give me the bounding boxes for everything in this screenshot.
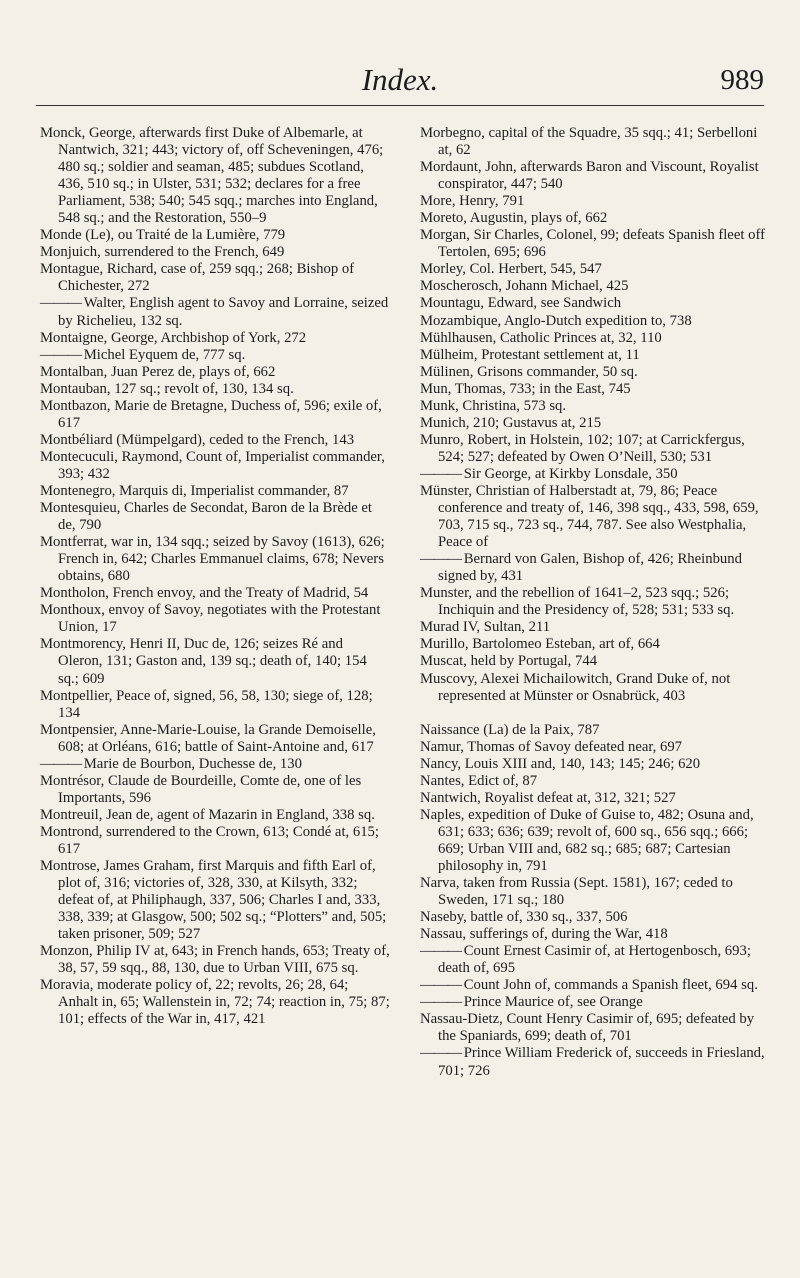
index-entry: Nantwich, Royalist defeat at, 312, 321; 527: [420, 789, 676, 806]
index-entry: Moreto, Augustin, plays of, 662: [420, 210, 608, 227]
index-subentry: ——— Michel Eyquem de, 777 sq.: [40, 347, 390, 364]
index-subentry: ——— Prince Maurice of, see Orange: [420, 994, 770, 1011]
index-entry: Montrose, James Graham, first Marquis and fifth Earl of, plot of, 316; victories of, 328, 330, at Kilsyth, 332; defeat of, at Philiphaugh, 337, 506; Charles I and, 333, 338, 339; at Glasgow, 500; 502 sq.; “Plotters” and, 505; taken prisoner, 509; 527: [40, 858, 387, 943]
index-entry: Munro, Robert, in Holstein, 102; 107; at Carrickfergus, 524; 527; defeated by Owen O’Neill, 530; 531: [420, 431, 745, 465]
index-entry: Murillo, Bartolomeo Esteban, art of, 664: [420, 636, 660, 653]
index-subentry: ——— Sir George, at Kirkby Lonsdale, 350: [420, 466, 770, 483]
index-entry: Munich, 210; Gustavus at, 215: [420, 414, 602, 431]
index-entry: Montaigne, George, Archbishop of York, 272: [40, 329, 307, 346]
index-entry: Morley, Col. Herbert, 545, 547: [420, 261, 602, 278]
index-entry: Montbazon, Marie de Bretagne, Duchess of, 596; exile of, 617: [40, 397, 382, 431]
index-entry: Montesquieu, Charles de Secondat, Baron de la Brède et de, 790: [40, 500, 373, 534]
page-number: 989: [720, 64, 764, 96]
header-rule: [36, 105, 764, 106]
index-column-left: [40, 125, 390, 1028]
index-entry: Monthoux, envoy of Savoy, negotiates with the Protestant Union, 17: [40, 602, 381, 636]
index-entry: Montbéliard (Mümpelgard), ceded to the French, 143: [40, 431, 355, 448]
index-entry: Munster, and the rebellion of 1641–2, 523 sqq.; 526; Inchiquin and the Presidency of, 528; 531; 533 sq.: [420, 585, 735, 619]
index-entry: Naseby, battle of, 330 sq., 337, 506: [420, 909, 628, 926]
index-entry: Mozambique, Anglo-Dutch expedition to, 738: [420, 312, 692, 329]
running-title: Index.: [361, 62, 439, 97]
index-entry: Nassau, sufferings of, during the War, 418: [420, 926, 668, 943]
index-entry: Mun, Thomas, 733; in the East, 745: [420, 380, 631, 397]
index-entry: Naples, expedition of Duke of Guise to, 482; Osuna and, 631; 633; 636; 639; revolt of, 600 sq., 656 sqq.; 666; 669; Urban VIII and, 682 sq.; 685; 687; Cartesian philosophy in, 791: [420, 806, 754, 874]
index-entry: Mülheim, Protestant settlement at, 11: [420, 346, 640, 363]
index-subentry: ——— Count Ernest Casimir of, at Hertogenbosch, 693; death of, 695: [420, 943, 770, 977]
index-entry: Montecuculi, Raymond, Count of, Imperialist commander, 393; 432: [40, 448, 385, 482]
index-entry: Mülinen, Grisons commander, 50 sq.: [420, 363, 638, 380]
index-entry: Morgan, Sir Charles, Colonel, 99; defeats Spanish fleet off Tertolen, 695; 696: [420, 227, 765, 261]
index-entry: Mühlhausen, Catholic Princes at, 32, 110: [420, 329, 662, 346]
index-entry: Montauban, 127 sq.; revolt of, 130, 134 sq.: [40, 380, 294, 397]
index-entry: Mordaunt, John, afterwards Baron and Viscount, Royalist conspirator, 447; 540: [420, 159, 759, 193]
index-entry: Montenegro, Marquis di, Imperialist commander, 87: [40, 482, 349, 499]
index-entry: Montague, Richard, case of, 259 sqq.; 268; Bishop of Chichester, 272: [40, 261, 355, 295]
index-entry: Naissance (La) de la Paix, 787: [420, 721, 600, 738]
index-subentry: ——— Walter, English agent to Savoy and Lorraine, seized by Richelieu, 132 sq.: [40, 295, 390, 329]
index-entry: Muscovy, Alexei Michailowitch, Grand Duke of, not represented at Münster or Osnabrück, 403: [420, 670, 731, 704]
index-subentry: ——— Bernard von Galen, Bishop of, 426; Rheinbund signed by, 431: [420, 551, 770, 585]
section-gap: [420, 705, 770, 722]
index-subentry: ——— Prince William Frederick of, succeeds in Friesland, 701; 726: [420, 1045, 770, 1079]
index-entry: Narva, taken from Russia (Sept. 1581), 167; ceded to Sweden, 171 sq.; 180: [420, 875, 733, 909]
index-entry: Monzon, Philip IV at, 643; in French hands, 653; Treaty of, 38, 57, 59 sqq., 88, 130, due to Urban VIII, 675 sq.: [40, 943, 390, 977]
index-entry: Monde (Le), ou Traité de la Lumière, 779: [40, 227, 286, 244]
index-entry: Nantes, Edict of, 87: [420, 772, 538, 789]
index-entry: Montmorency, Henri II, Duc de, 126; seizes Ré and Oleron, 131; Gaston and, 139 sq.; death of, 140; 154 sq.; 609: [40, 636, 367, 687]
index-entry: Montholon, French envoy, and the Treaty of Madrid, 54: [40, 585, 369, 602]
page-header: [36, 60, 764, 104]
index-entry: Nassau-Dietz, Count Henry Casimir of, 695; defeated by the Spaniards, 699; death of, 701: [420, 1011, 755, 1045]
index-entry: Mountagu, Edward, see Sandwich: [420, 295, 622, 312]
index-entry: Montferrat, war in, 134 sqq.; seized by Savoy (1613), 626; French in, 642; Charles Emmanuel claims, 678; Nevers obtains, 680: [40, 534, 385, 585]
index-column-right: [420, 125, 770, 1080]
index-entry: Münster, Christian of Halberstadt at, 79, 86; Peace conference and treaty of, 146, 398 sqq., 433, 598, 659, 703, 715 sq., 723 sq., 744, 787. See also Westphalia, Peace of: [420, 482, 759, 551]
index-entry: Morbegno, capital of the Squadre, 35 sqq.; 41; Serbelloni at, 62: [420, 125, 758, 159]
index-entry: Murad IV, Sultan, 211: [420, 619, 551, 636]
index-entry: Montrésor, Claude de Bourdeille, Comte de, one of les Importants, 596: [40, 772, 362, 806]
index-entry: Moravia, moderate policy of, 22; revolts, 26; 28, 64; Anhalt in, 65; Wallenstein in, 72; 74; reaction in, 75; 87; 101; effects of the War in, 417, 421: [40, 977, 390, 1028]
index-entry: Muscat, held by Portugal, 744: [420, 653, 598, 670]
index-entry: Montpellier, Peace of, signed, 56, 58, 130; siege of, 128; 134: [40, 687, 373, 721]
index-entry: Montreuil, Jean de, agent of Mazarin in England, 338 sq.: [40, 806, 375, 823]
index-entry: More, Henry, 791: [420, 193, 525, 210]
index-entry: Munk, Christina, 573 sq.: [420, 397, 567, 414]
index-subentry: ——— Marie de Bourbon, Duchesse de, 130: [40, 756, 390, 773]
index-entry: Montpensier, Anne-Marie-Louise, la Grande Demoiselle, 608; at Orléans, 616; battle of Saint-Antoine and, 617: [40, 721, 376, 755]
index-entry: Monjuich, surrendered to the French, 649: [40, 244, 285, 261]
index-entry: Namur, Thomas of Savoy defeated near, 697: [420, 738, 683, 755]
index-entry: Monck, George, afterwards first Duke of Albemarle, at Nantwich, 321; 443; victory of, off Scheveningen, 476; 480 sq.; soldier and seaman, 485; subdues Scotland, 436, 510 sq.; in Ulster, 531; 532; declares for a free Parliament, 538; 540; 545 sqq.; marches into England, 548 sq.; and the Restoration, 550–9: [40, 125, 384, 227]
index-subentry: ——— Count John of, commands a Spanish fleet, 694 sq.: [420, 977, 770, 994]
index-entry: Moscherosch, Johann Michael, 425: [420, 278, 629, 295]
index-entry: Montalban, Juan Perez de, plays of, 662: [40, 363, 276, 380]
index-entry: Nancy, Louis XIII and, 140, 143; 145; 246; 620: [420, 755, 701, 772]
index-entry: Montrond, surrendered to the Crown, 613; Condé at, 615; 617: [40, 823, 379, 857]
